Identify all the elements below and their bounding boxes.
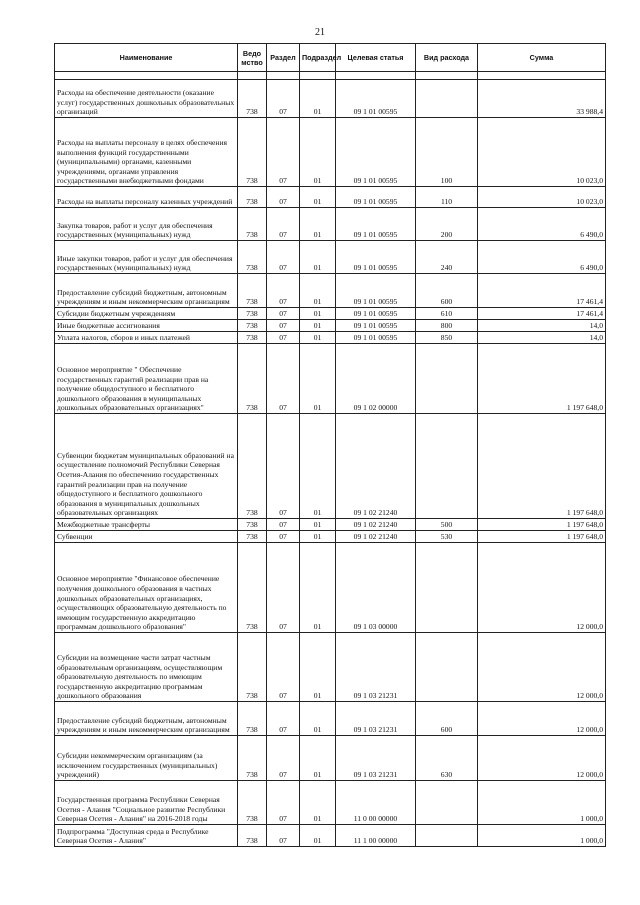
row-name: Основное мероприятие "Финансовое обеспечение получения дошкольного образования в частных дошкольных образовательных организациях, осуществляющих образовательную деятельность по имеющим государственную аккредитацию программам дошкольного образования" (55, 543, 238, 633)
row-dept: 738 (238, 187, 267, 208)
row-exptype (416, 344, 478, 414)
row-sum: 1 197 648,0 (478, 519, 606, 531)
row-dept: 738 (238, 274, 267, 308)
row-dept: 738 (238, 531, 267, 543)
row-target: 09 1 01 00595 (336, 208, 416, 241)
table-row (55, 633, 606, 702)
row-target: 09 1 01 00595 (336, 80, 416, 118)
row-section: 07 (267, 781, 300, 825)
row-dept: 738 (238, 414, 267, 519)
row-subsection: 01 (300, 308, 336, 320)
table-row (55, 320, 606, 332)
row-subsection: 01 (300, 781, 336, 825)
row-section: 07 (267, 543, 300, 633)
row-exptype: 610 (416, 308, 478, 320)
row-dept: 738 (238, 208, 267, 241)
row-target: 09 1 03 21231 (336, 736, 416, 781)
table-row (55, 274, 606, 308)
row-subsection: 01 (300, 519, 336, 531)
row-sum: 1 000,0 (478, 825, 606, 847)
row-target: 09 1 02 21240 (336, 519, 416, 531)
row-section: 07 (267, 308, 300, 320)
table-row (55, 736, 606, 781)
row-target: 09 1 01 00595 (336, 332, 416, 344)
column-header-section: Раздел (267, 44, 300, 72)
table-row (55, 531, 606, 543)
row-section: 07 (267, 320, 300, 332)
table-row (55, 80, 606, 118)
row-name: Расходы на обеспечение деятельности (оказание услуг) государственных дошкольных образовательных организаций (55, 80, 238, 118)
row-subsection: 01 (300, 187, 336, 208)
row-name: Подпрограмма "Доступная среда в Республике Северная Осетия - Алания" (55, 825, 238, 847)
row-target: 09 1 03 00000 (336, 543, 416, 633)
row-exptype: 600 (416, 274, 478, 308)
row-sum: 12 000,0 (478, 702, 606, 736)
table-row (55, 241, 606, 274)
row-exptype: 500 (416, 519, 478, 531)
row-dept: 738 (238, 543, 267, 633)
row-section: 07 (267, 825, 300, 847)
row-dept: 738 (238, 781, 267, 825)
row-name: Субсидии некоммерческим организациям (за исключением государственных (муниципальных) учреждений) (55, 736, 238, 781)
column-header-sum: Сумма (478, 44, 606, 72)
row-subsection: 01 (300, 208, 336, 241)
row-dept: 738 (238, 308, 267, 320)
row-name: Иные закупки товаров, работ и услуг для обеспечения государственных (муниципальных) нужд (55, 241, 238, 274)
row-exptype: 600 (416, 702, 478, 736)
row-section: 07 (267, 531, 300, 543)
row-subsection: 01 (300, 80, 336, 118)
table-row (55, 519, 606, 531)
row-sum: 12 000,0 (478, 736, 606, 781)
row-exptype: 630 (416, 736, 478, 781)
row-dept: 738 (238, 332, 267, 344)
row-sum: 6 490,0 (478, 208, 606, 241)
row-sum: 6 490,0 (478, 241, 606, 274)
row-dept: 738 (238, 519, 267, 531)
row-section: 07 (267, 702, 300, 736)
row-exptype: 850 (416, 332, 478, 344)
table-row (55, 308, 606, 320)
row-subsection: 01 (300, 118, 336, 187)
row-dept: 738 (238, 825, 267, 847)
row-section: 07 (267, 274, 300, 308)
table-row (55, 332, 606, 344)
row-exptype: 110 (416, 187, 478, 208)
row-sum: 17 461,4 (478, 308, 606, 320)
row-section: 07 (267, 519, 300, 531)
row-name: Межбюджетные трансферты (55, 519, 238, 531)
table-row (55, 414, 606, 519)
row-name: Расходы на выплаты персоналу казенных учреждений (55, 187, 238, 208)
table-row (55, 187, 606, 208)
row-target: 11 0 00 00000 (336, 781, 416, 825)
row-sum: 17 461,4 (478, 274, 606, 308)
row-section: 07 (267, 633, 300, 702)
row-sum: 10 023,0 (478, 187, 606, 208)
row-exptype (416, 633, 478, 702)
row-name: Субсидии бюджетным учреждениям (55, 308, 238, 320)
row-subsection: 01 (300, 414, 336, 519)
row-sum: 10 023,0 (478, 118, 606, 187)
table-row (55, 208, 606, 241)
row-subsection: 01 (300, 543, 336, 633)
row-name: Расходы на выплаты персоналу в целях обеспечения выполнения функций государственными (муниципальными) органами, казенными учреждениями, органами управления государственными внебюджетными фондами (55, 118, 238, 187)
row-target: 09 1 01 00595 (336, 320, 416, 332)
column-header-name: Наименование (55, 44, 238, 72)
row-name: Субвенции бюджетам муниципальных образований на осуществление полномочий Республики Северная Осетия-Алания по обеспечению государственных гарантий реализации прав на получение общедоступного и бесплатного дошкольного образования в муниципальных дошкольных образовательных организациях (55, 414, 238, 519)
row-dept: 738 (238, 633, 267, 702)
row-dept: 738 (238, 80, 267, 118)
table-row (55, 543, 606, 633)
row-name: Государственная программа Республики Северная Осетия - Алания "Социальное развитие Республики Северная Осетия - Алания" на 2016-2018 годы (55, 781, 238, 825)
row-subsection: 01 (300, 320, 336, 332)
row-section: 07 (267, 414, 300, 519)
row-subsection: 01 (300, 241, 336, 274)
row-target: 09 1 01 00595 (336, 274, 416, 308)
row-exptype (416, 80, 478, 118)
row-section: 07 (267, 80, 300, 118)
row-sum: 1 197 648,0 (478, 414, 606, 519)
row-target: 09 1 02 21240 (336, 414, 416, 519)
row-dept: 738 (238, 118, 267, 187)
row-dept: 738 (238, 736, 267, 781)
row-subsection: 01 (300, 825, 336, 847)
table-row (55, 118, 606, 187)
column-header-exptype: Вид расхода (416, 44, 478, 72)
spacer-row (55, 72, 606, 80)
row-exptype (416, 825, 478, 847)
row-name: Субвенции (55, 531, 238, 543)
row-sum: 1 000,0 (478, 781, 606, 825)
row-name: Предоставление субсидий бюджетным, автономным учреждениям и иным некоммерческим организациям (55, 702, 238, 736)
row-exptype (416, 414, 478, 519)
page-number: 21 (315, 27, 325, 38)
column-header-subsection: Подраздел (300, 44, 336, 72)
table-row (55, 825, 606, 847)
row-sum: 1 197 648,0 (478, 531, 606, 543)
row-target: 09 1 02 21240 (336, 531, 416, 543)
row-target: 11 1 00 00000 (336, 825, 416, 847)
row-section: 07 (267, 736, 300, 781)
column-header-target: Целевая статья (336, 44, 416, 72)
column-header-dept: Ведомство (238, 44, 267, 72)
row-subsection: 01 (300, 274, 336, 308)
row-section: 07 (267, 344, 300, 414)
row-name: Субсидии на возмещение части затрат частным образовательным организациям, осуществляющим образовательную деятельность по имеющим государственную аккредитацию программам дошкольного образования (55, 633, 238, 702)
row-dept: 738 (238, 320, 267, 332)
row-exptype: 100 (416, 118, 478, 187)
row-subsection: 01 (300, 633, 336, 702)
row-subsection: 01 (300, 531, 336, 543)
row-exptype (416, 781, 478, 825)
row-target: 09 1 02 00000 (336, 344, 416, 414)
row-target: 09 1 03 21231 (336, 702, 416, 736)
row-section: 07 (267, 187, 300, 208)
row-subsection: 01 (300, 332, 336, 344)
table-header-row (55, 44, 606, 72)
row-exptype: 530 (416, 531, 478, 543)
row-target: 09 1 01 00595 (336, 308, 416, 320)
row-name: Закупка товаров, работ и услуг для обеспечения государственных (муниципальных) нужд (55, 208, 238, 241)
table-row (55, 781, 606, 825)
row-target: 09 1 01 00595 (336, 241, 416, 274)
row-sum: 14,0 (478, 332, 606, 344)
row-name: Предоставление субсидий бюджетным, автономным учреждениям и иным некоммерческим организациям (55, 274, 238, 308)
row-sum: 33 988,4 (478, 80, 606, 118)
row-dept: 738 (238, 344, 267, 414)
row-section: 07 (267, 208, 300, 241)
row-subsection: 01 (300, 344, 336, 414)
row-name: Уплата налогов, сборов и иных платежей (55, 332, 238, 344)
row-section: 07 (267, 332, 300, 344)
row-exptype (416, 543, 478, 633)
row-section: 07 (267, 118, 300, 187)
row-dept: 738 (238, 241, 267, 274)
row-sum: 12 000,0 (478, 633, 606, 702)
row-name: Иные бюджетные ассигнования (55, 320, 238, 332)
row-target: 09 1 01 00595 (336, 118, 416, 187)
table-row (55, 702, 606, 736)
row-sum: 12 000,0 (478, 543, 606, 633)
table-row (55, 344, 606, 414)
row-sum: 1 197 648,0 (478, 344, 606, 414)
row-sum: 14,0 (478, 320, 606, 332)
row-exptype: 800 (416, 320, 478, 332)
row-exptype: 200 (416, 208, 478, 241)
row-section: 07 (267, 241, 300, 274)
row-name: Основное мероприятие " Обеспечение государственных гарантий реализации прав на получение общедоступного и бесплатного дошкольного образования в муниципальных дошкольных образовательных организациях" (55, 344, 238, 414)
row-subsection: 01 (300, 702, 336, 736)
row-dept: 738 (238, 702, 267, 736)
row-exptype: 240 (416, 241, 478, 274)
row-target: 09 1 01 00595 (336, 187, 416, 208)
row-subsection: 01 (300, 736, 336, 781)
row-target: 09 1 03 21231 (336, 633, 416, 702)
budget-table (54, 43, 606, 847)
